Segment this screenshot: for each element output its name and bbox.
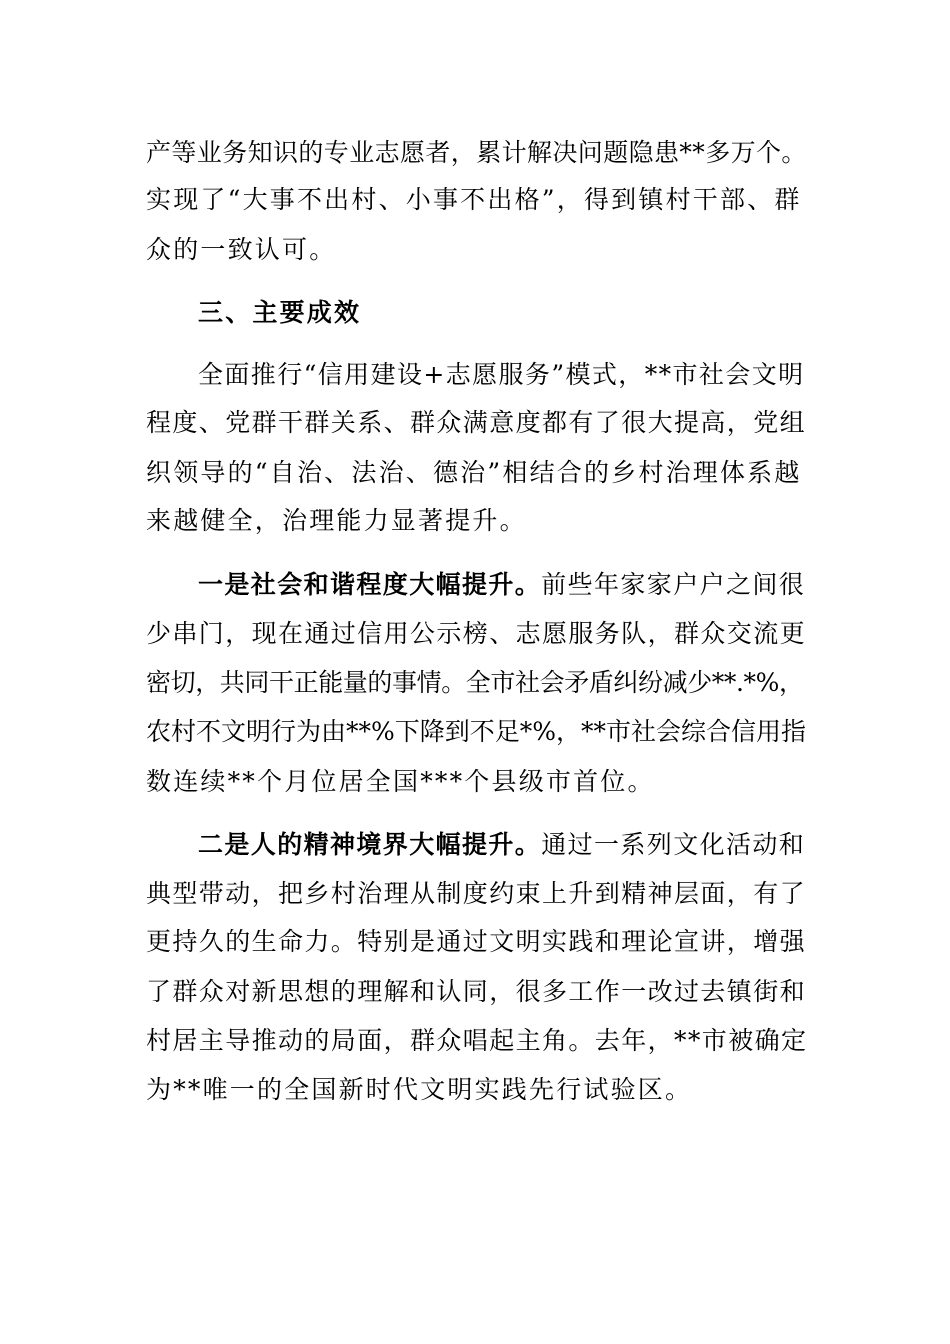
point-two-first-line-rest: 通过一系列文化活动和 [541, 830, 806, 859]
body-text-line: 农村不文明行为由**%下降到不足*%，**市社会综合信用指 [146, 717, 807, 746]
body-text-line: 全面推行“信用建设+志愿服务”模式，**市社会文明 [198, 360, 805, 389]
body-text-line: 来越健全，治理能力显著提升。 [146, 506, 527, 535]
point-two-lead: 二是人的精神境界大幅提升。 [198, 830, 542, 859]
point-one-lead: 一是社会和谐程度大幅提升。 [198, 570, 542, 599]
section-heading: 三、主要成效 [198, 298, 362, 327]
point-one-first-line-rest: 前些年家家户户之间很 [541, 570, 806, 599]
body-text-line: 实现了“大事不出村、小事不出格”，得到镇村干部、群 [146, 185, 802, 214]
body-text-line: 为**唯一的全国新时代文明实践先行试验区。 [146, 1075, 693, 1104]
body-text-line: 典型带动，把乡村治理从制度约束上升到精神层面，有了 [146, 879, 807, 908]
body-text-line: 程度、党群干群关系、群众满意度都有了很大提高，党组 [146, 408, 807, 437]
body-text-line: 数连续**个月位居全国***个县级市首位。 [146, 767, 655, 796]
body-text-line: 少串门，现在通过信用公示榜、志愿服务队，群众交流更 [146, 619, 807, 648]
point-two-first-line [198, 825, 805, 865]
body-text-line: 众的一致认可。 [146, 235, 337, 264]
body-text-line: 了群众对新思想的理解和认同，很多工作一改过去镇街和 [146, 977, 807, 1006]
point-one-first-line [198, 565, 805, 605]
body-text-line: 更持久的生命力。特别是通过文明实践和理论宣讲，增强 [146, 927, 807, 956]
body-text-line: 产等业务知识的专业志愿者，累计解决问题隐患**多万个。 [146, 138, 807, 167]
body-text-line: 织领导的“自治、法治、德治”相结合的乡村治理体系越 [146, 458, 802, 487]
body-text-line: 村居主导推动的局面，群众唱起主角。去年，**市被确定 [146, 1026, 808, 1055]
body-text-line: 密切，共同干正能量的事情。全市社会矛盾纠纷减少**.*%， [146, 668, 804, 697]
